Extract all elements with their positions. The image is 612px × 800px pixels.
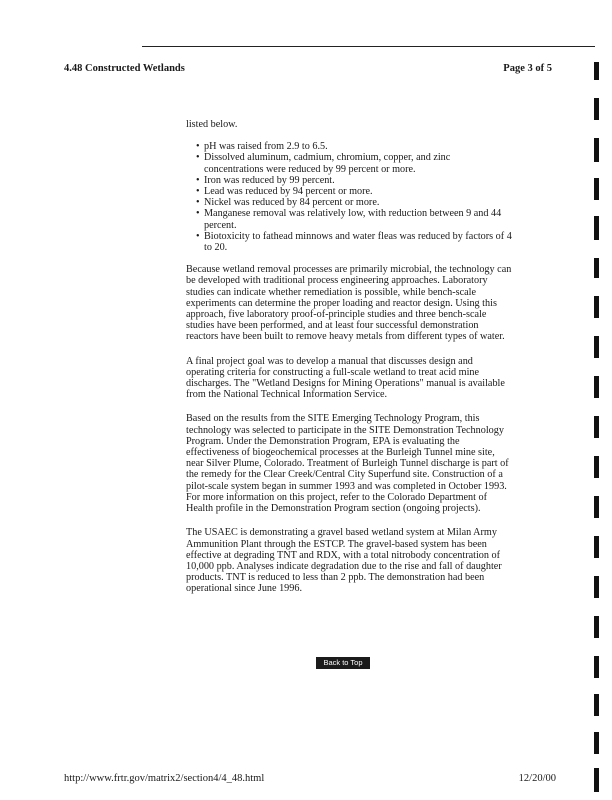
paragraph-site-demonstration: Based on the results from the SITE Emerging Technology Program, this technology was selected to participate in the SITE Demonstration Technology Program. Under the Demonstration Program, EPA is evaluating the effectiveness of biogeochemical processes at the Burleigh Tunnel mine site, near Silver Plume, Colorado. Treatment of Burleigh Tunnel discharge is part of the remedy for the Clear Creek/Central City Superfund site. Construction of a pilot-scale system began in summer 1993 and was completed in October 1993. For more information on this project, refer to the Colorado Department of Health profile in the Demonstration Program section (ongoing projects).: [186, 413, 509, 515]
scan-mark: [594, 258, 599, 278]
paragraph-microbial-processes: Because wetland removal processes are primarily microbial, the technology can be developed with traditional process engineering approaches. Laboratory studies can indicate whether remediation is possible, while bench-scale experiments can determine the proper loading and reactor design. Using this approach, five laboratory proof-of-principle studies and three bench-scale studies have been performed, and at least four successful demonstration reactors have been built to remove heavy metals from different types of water.: [186, 264, 512, 343]
back-to-top-button[interactable]: Back to Top: [316, 657, 370, 669]
scan-edge-marks: [594, 0, 602, 800]
source-url: http://www.frtr.gov/matrix2/section4/4_48.html: [64, 773, 265, 784]
scan-mark: [594, 732, 599, 754]
page-header: [64, 63, 552, 74]
bullet-item-manganese: • Manganese removal was relatively low, with reduction between 9 and 44 percent.: [186, 208, 512, 230]
scan-mark: [594, 178, 599, 200]
scan-mark: [594, 576, 599, 598]
scan-mark: [594, 98, 599, 120]
scan-mark: [594, 296, 599, 318]
document-title: 4.48 Constructed Wetlands: [64, 63, 185, 74]
paragraph-design-manual: A final project goal was to develop a manual that discusses design and operating criteria for constructing a full-scale wetland to treat acid mine discharges. The "Wetland Designs for Mining Operations" manual is available from the National Technical Information Service.: [186, 355, 505, 401]
bullet-item-nickel: • Nickel was reduced by 84 percent or more.: [186, 197, 512, 208]
page-number: Page 3 of 5: [503, 63, 552, 74]
scan-mark: [594, 616, 599, 638]
scan-mark: [594, 336, 599, 358]
bullet-item-ph: • pH was raised from 2.9 to 6.5.: [186, 141, 512, 152]
bullet-item-biotoxicity: • Biotoxicity to fathead minnows and water fleas was reduced by factors of 4 to 20.: [186, 231, 512, 253]
results-bullet-list: [186, 141, 512, 253]
bullet-item-dissolved-metals: • Dissolved aluminum, cadmium, chromium, copper, and zinc concentrations were reduced by 99 percent or more.: [186, 152, 512, 174]
scan-mark: [594, 376, 599, 398]
scan-mark: [594, 138, 599, 162]
bullet-item-lead: • Lead was reduced by 94 percent or more.: [186, 186, 512, 197]
scan-mark: [594, 768, 599, 792]
scan-mark: [594, 62, 599, 80]
page-footer: [64, 773, 556, 784]
print-date: 12/20/00: [518, 773, 556, 784]
header-rule: [142, 46, 595, 47]
scan-mark: [594, 216, 599, 240]
intro-text: listed below.: [186, 119, 238, 130]
bullet-item-iron: • Iron was reduced by 99 percent.: [186, 175, 512, 186]
scan-mark: [594, 456, 599, 478]
scan-mark: [594, 656, 599, 678]
main-content: [186, 119, 512, 608]
paragraph-usaec-demonstration: The USAEC is demonstrating a gravel based wetland system at Milan Army Ammunition Plant through the ESTCP. The gravel-based system has been effective at degrading TNT and RDX, with a total nitrobody concentration of 10,000 ppb. Analyses indicate degradation due to the rise and fall of daughter products. TNT is reduced to less than 2 ppb. The demonstration had been operational since June 1996.: [186, 527, 502, 595]
scan-mark: [594, 416, 599, 438]
scan-mark: [594, 694, 599, 716]
scan-mark: [594, 496, 599, 518]
scan-mark: [594, 536, 599, 558]
